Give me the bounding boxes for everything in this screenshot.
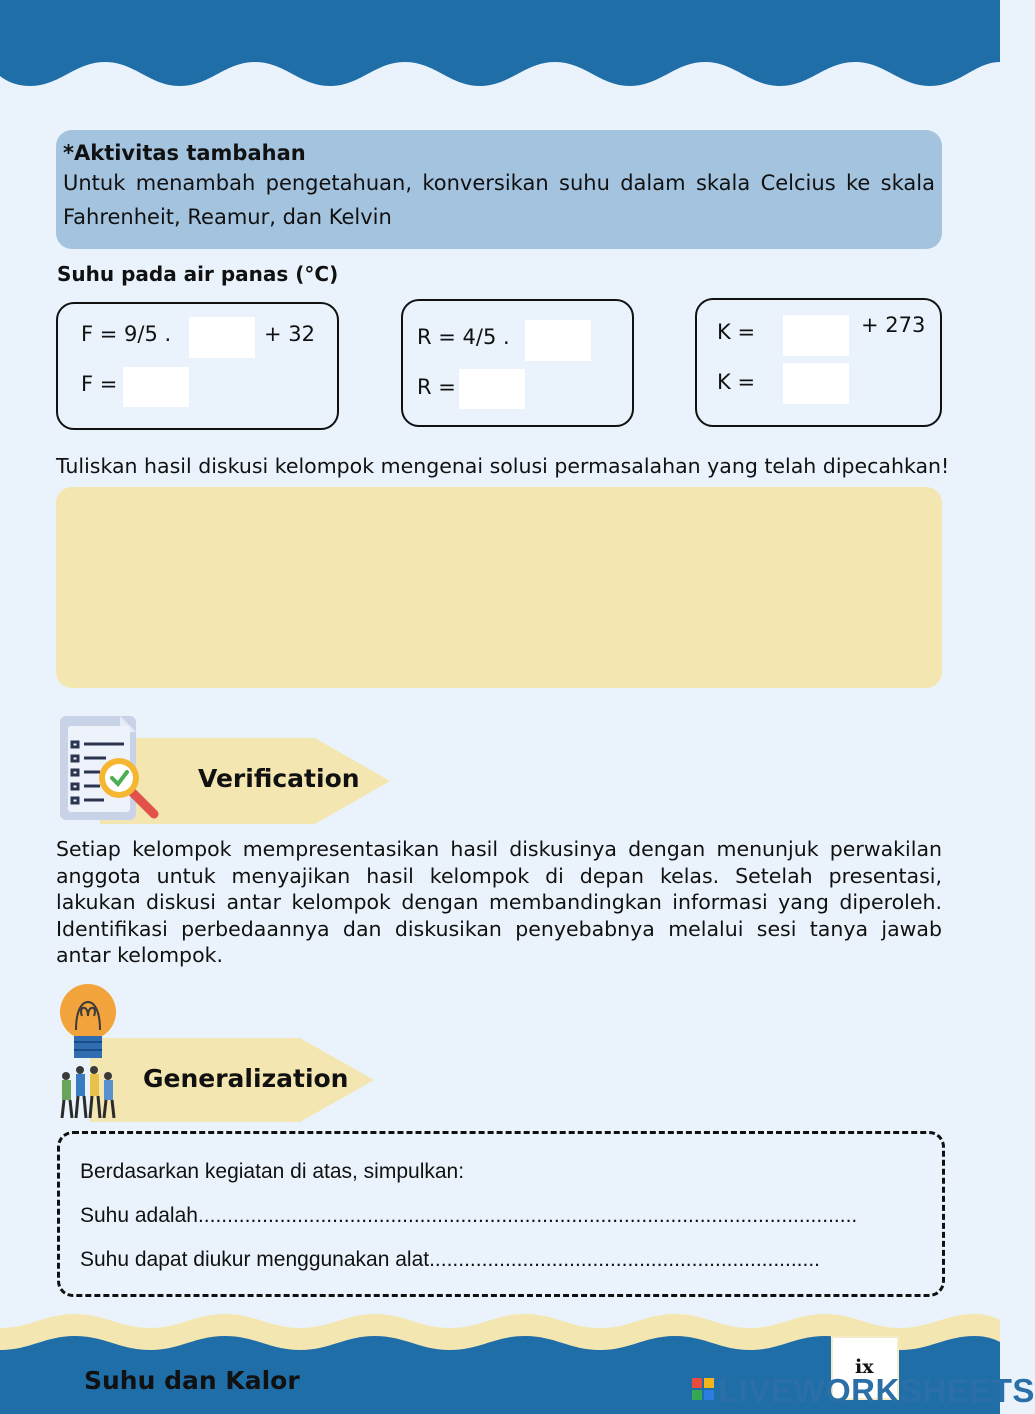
fahrenheit-result-input[interactable] [123,367,189,407]
liveworksheets-logo-icon [692,1378,714,1400]
footer-title: Suhu dan Kalor [84,1366,300,1395]
lightbulb-people-icon [54,980,124,1122]
conclusion-line-temperature-definition[interactable]: Suhu adalah................................................................................................................. [80,1204,858,1227]
conclusion-intro: Berdasarkan kegiatan di atas, simpulkan: [80,1160,465,1183]
conclusion-box [57,1131,945,1297]
discussion-instruction: Tuliskan hasil diskusi kelompok mengenai solusi permasalahan yang telah dipecahkan! [56,454,950,478]
checklist-magnifier-icon [56,712,162,824]
kelvin-formula-constant: + 273 [861,313,926,337]
verification-title: Verification [198,764,360,793]
kelvin-celsius-input[interactable] [783,315,849,356]
generalization-title: Generalization [143,1064,349,1093]
activity-info-box [56,130,942,249]
reamur-formula-line1: R = 4/5 . [417,325,510,349]
top-wave-decoration [0,0,1000,100]
reamur-result-input[interactable] [459,369,525,409]
fahrenheit-formula-box [56,302,339,430]
kelvin-result-label: K = [717,370,756,394]
verification-paragraph: Setiap kelompok mempresentasikan hasil diskusinya dengan menunjuk perwakilan anggota untuk menyajikan hasil kelompok di depan kelas. Setelah presentasi, lakukan diskusi antar kelompok dengan membandingkan informasi yang diperoleh. Identifikasi perbedaannya dan diskusikan penyebabnya melalui sesi tanya jawab antar kelompok. [56,837,942,967]
kelvin-formula-line1: K = [717,320,756,344]
fahrenheit-formula-constant: + 32 [264,322,315,346]
kelvin-formula-box [695,298,942,427]
fahrenheit-result-label: F = [81,372,118,396]
liveworksheets-watermark[interactable]: LIVEWORKSHEETS [718,1372,1035,1409]
page-number: ix [855,1356,874,1378]
hot-water-label: Suhu pada air panas (°C) [57,262,339,286]
kelvin-result-input[interactable] [783,363,849,404]
fahrenheit-formula-line1: F = 9/5 . [81,322,172,346]
reamur-celsius-input[interactable] [525,320,591,361]
conclusion-line-measuring-tool[interactable]: Suhu dapat diukur menggunakan alat................................................................... [80,1248,821,1271]
activity-title: *Aktivitas tambahan [63,141,306,165]
reamur-result-label: R = [417,375,456,399]
fahrenheit-celsius-input[interactable] [189,317,255,358]
activity-text: Untuk menambah pengetahuan, konversikan suhu dalam skala Celcius ke skala Fahrenheit, Reamur, dan Kelvin [63,171,935,229]
discussion-answer-area[interactable] [56,487,942,688]
reamur-formula-box [401,299,634,427]
